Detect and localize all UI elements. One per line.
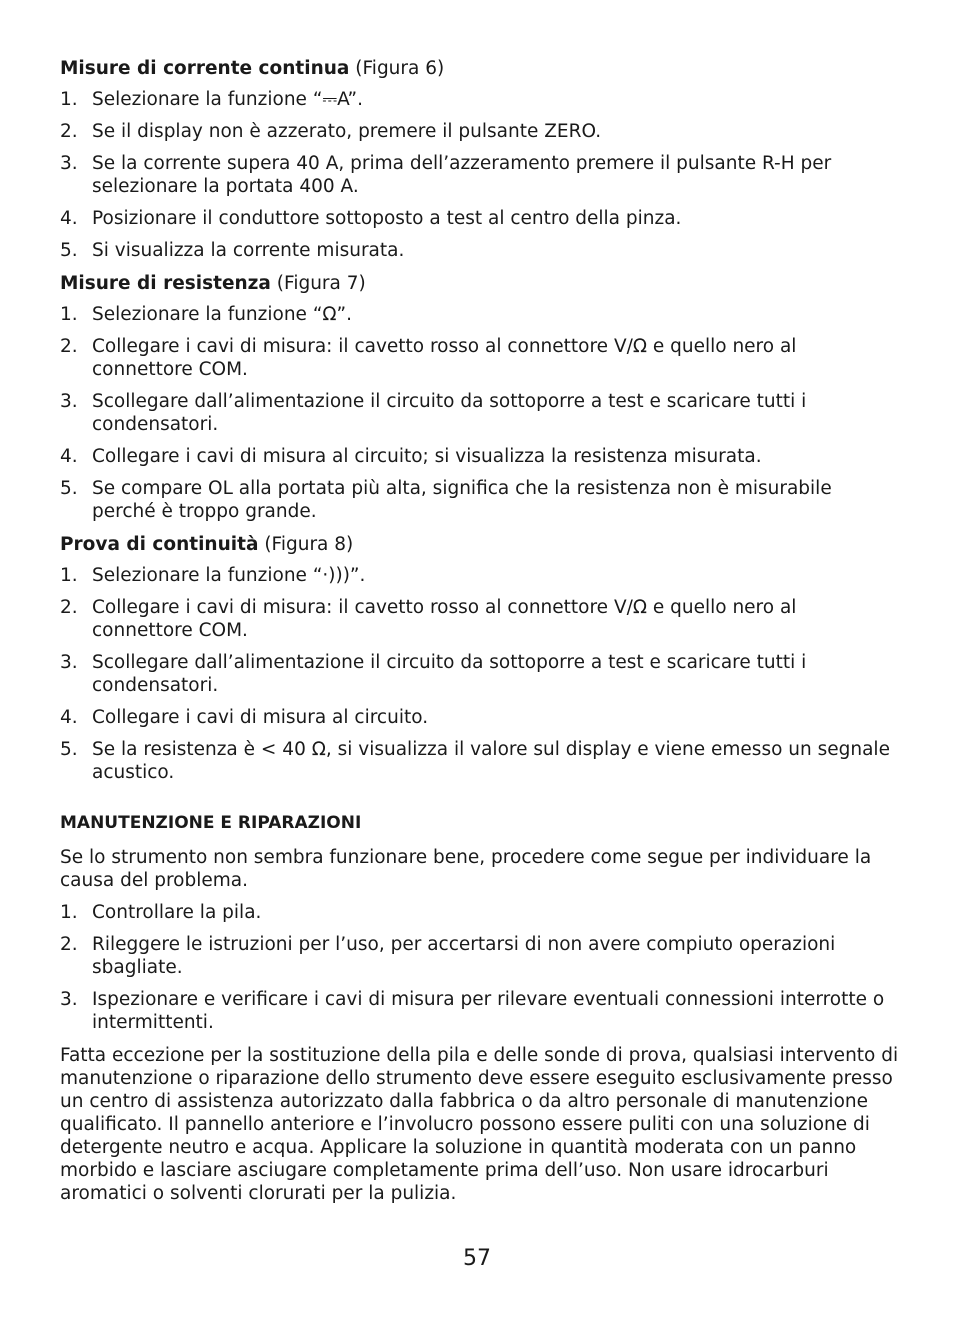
maintenance-title: MANUTENZIONE E RIPARAZIONI [60,813,362,833]
document-page [60,57,900,1214]
list-item: 2. Collegare i cavi di misura: il cavetto rosso al connettore V/Ω e quello nero al connettore COM. [60,597,797,641]
list-item: 1. Controllare la pila. [60,902,262,923]
list-item: 3. Scollegare dall’alimentazione il circuito da sottoporre a test e scaricare tutti i condensatori. [60,652,807,696]
list-item: 3. Scollegare dall’alimentazione il circuito da sottoporre a test e scaricare tutti i condensatori. [60,391,807,435]
list-item: 5. Se compare OL alla portata più alta, significa che la resistenza non è misurabile perché è troppo grande. [60,478,832,522]
list-item: 2. Rileggere le istruzioni per l’uso, per accertarsi di non avere compiuto operazioni sbagliate. [60,934,836,978]
continuity-steps [60,564,900,784]
list-item: 4. Collegare i cavi di misura al circuito. [60,707,429,728]
list-item: 5. Si visualizza la corrente misurata. [60,240,405,261]
maintenance-steps [60,901,900,1034]
section-heading-resistance: Misure di resistenza (Figura 7) [60,273,366,294]
list-item: 3. Ispezionare e verificare i cavi di misura per rilevare eventuali connessioni interrotte o intermittenti. [60,989,885,1033]
list-item: 3. Se la corrente supera 40 A, prima dell’azzeramento premere il pulsante R-H per selezionare la portata 400 A. [60,153,832,197]
section-heading-continuity: Prova di continuità (Figura 8) [60,534,354,555]
maintenance-closing: Fatta eccezione per la sostituzione della pila e delle sonde di prova, qualsiasi intervento di manutenzione o riparazione dello strumento deve essere eseguito esclusivamente presso un centro di assistenza autorizzato dalla fabbrica o da altro personale di manutenzione qualificato. Il pannello anteriore e l’involucro possono essere puliti con una soluzione di detergente neutro e acqua. Applicare la soluzione in quantità moderata con un panno morbido e lasciare asciugare completamente prima dell’uso. Non usare idrocarburi aromatici o solventi clorurati per la pulizia. [60,1045,899,1204]
list-item: 1. Selezionare la funzione “Ω”. [60,304,353,325]
maintenance-intro: Se lo strumento non sembra funzionare bene, procedere come segue per individuare la causa del problema. [60,847,872,891]
list-item: 1. Selezionare la funzione “·)))”. [60,565,366,586]
resistance-steps [60,303,900,523]
list-item: 1. Selezionare la funzione “⎓A”. [60,89,363,110]
list-item: 4. Collegare i cavi di misura al circuito; si visualizza la resistenza misurata. [60,446,762,467]
list-item: 4. Posizionare il conduttore sottoposto a test al centro della pinza. [60,208,682,229]
section-heading-dc-current: Misure di corrente continua (Figura 6) [60,58,445,79]
list-item: 5. Se la resistenza è < 40 Ω, si visualizza il valore sul display e viene emesso un segnale acustico. [60,739,890,783]
page-number: 57 [463,1246,491,1271]
list-item: 2. Collegare i cavi di misura: il cavetto rosso al connettore V/Ω e quello nero al connettore COM. [60,336,797,380]
list-item: 2. Se il display non è azzerato, premere il pulsante ZERO. [60,121,602,142]
dc-current-steps [60,88,900,262]
